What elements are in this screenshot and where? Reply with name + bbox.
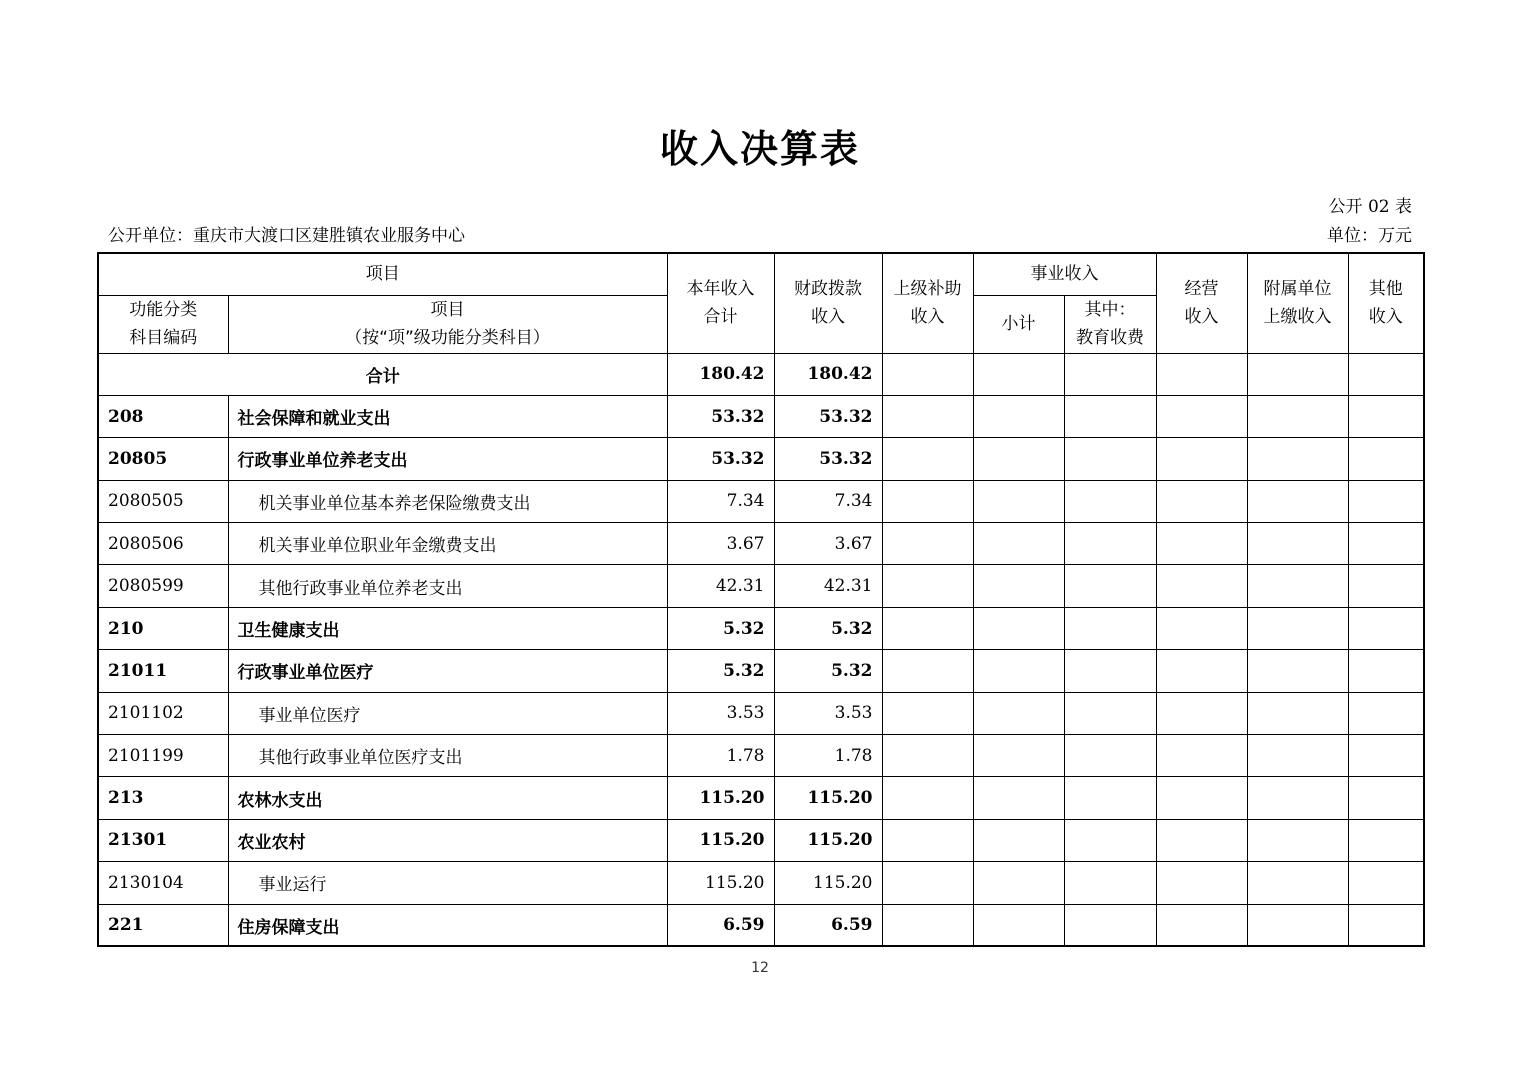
row-fiscal: 53.32 — [774, 395, 882, 437]
row-name: 农林水支出 — [228, 777, 667, 819]
row-code: 221 — [98, 904, 228, 946]
row-total: 3.67 — [667, 523, 774, 565]
reporting-unit: 公开单位：重庆市大渡口区建胜镇农业服务中心 — [108, 226, 465, 246]
row-name: 卫生健康支出 — [228, 607, 667, 649]
header-affiliated: 附属单位 上缴收入 — [1247, 253, 1348, 353]
table-row — [98, 607, 1424, 649]
row-total: 53.32 — [667, 438, 774, 480]
row-code: 21011 — [98, 650, 228, 692]
row-total: 3.53 — [667, 692, 774, 734]
row-name: 住房保障支出 — [228, 904, 667, 946]
header-total: 本年收入 合计 — [667, 253, 774, 353]
row-code: 2080505 — [98, 480, 228, 522]
row-fiscal: 7.34 — [774, 480, 882, 522]
row-fiscal: 3.53 — [774, 692, 882, 734]
row-fiscal: 53.32 — [774, 438, 882, 480]
row-name: 机关事业单位职业年金缴费支出 — [228, 523, 667, 565]
row-code: 2101199 — [98, 735, 228, 777]
row-total: 53.32 — [667, 395, 774, 437]
row-name: 行政事业单位医疗 — [228, 650, 667, 692]
row-fiscal: 42.31 — [774, 565, 882, 607]
table-row — [98, 565, 1424, 607]
row-fiscal: 6.59 — [774, 904, 882, 946]
row-total: 1.78 — [667, 735, 774, 777]
row-total: 5.32 — [667, 650, 774, 692]
row-name: 行政事业单位养老支出 — [228, 438, 667, 480]
row-code: 2101102 — [98, 692, 228, 734]
row-fiscal: 3.67 — [774, 523, 882, 565]
row-name: 农业农村 — [228, 819, 667, 861]
total-income: 180.42 — [667, 353, 774, 395]
row-total: 5.32 — [667, 607, 774, 649]
row-code: 2080506 — [98, 523, 228, 565]
header-fiscal: 财政拨款 收入 — [774, 253, 882, 353]
row-code: 20805 — [98, 438, 228, 480]
table-row — [98, 904, 1424, 946]
row-code: 2080599 — [98, 565, 228, 607]
table-row — [98, 650, 1424, 692]
table-row — [98, 819, 1424, 861]
row-total: 7.34 — [667, 480, 774, 522]
row-name: 其他行政事业单位养老支出 — [228, 565, 667, 607]
header-edu-fee: 其中： 教育收费 — [1064, 295, 1156, 353]
row-fiscal: 1.78 — [774, 735, 882, 777]
row-fiscal: 5.32 — [774, 650, 882, 692]
row-total: 115.20 — [667, 862, 774, 904]
total-fiscal: 180.42 — [774, 353, 882, 395]
header-other: 其他 收入 — [1348, 253, 1424, 353]
table-row — [98, 735, 1424, 777]
table-row — [98, 523, 1424, 565]
header-subsidy: 上级补助 收入 — [882, 253, 973, 353]
row-name: 事业单位医疗 — [228, 692, 667, 734]
row-code: 213 — [98, 777, 228, 819]
page-number: 12 — [751, 960, 769, 976]
header-project: 项目 — [98, 253, 667, 295]
row-code: 21301 — [98, 819, 228, 861]
table-row — [98, 862, 1424, 904]
row-name: 事业运行 — [228, 862, 667, 904]
table-row — [98, 777, 1424, 819]
total-row — [98, 353, 1424, 395]
row-fiscal: 115.20 — [774, 819, 882, 861]
income-table — [97, 252, 1425, 947]
row-name: 机关事业单位基本养老保险缴费支出 — [228, 480, 667, 522]
total-label: 合计 — [98, 353, 667, 395]
table-row — [98, 395, 1424, 437]
row-code: 208 — [98, 395, 228, 437]
table-row — [98, 438, 1424, 480]
row-total: 115.20 — [667, 777, 774, 819]
page-title: 收入决算表 — [659, 127, 860, 171]
row-name: 社会保障和就业支出 — [228, 395, 667, 437]
header-item: 项目 （按“项”级功能分类科目） — [228, 295, 667, 353]
row-total: 42.31 — [667, 565, 774, 607]
row-code: 210 — [98, 607, 228, 649]
header-business: 事业收入 — [973, 253, 1156, 295]
header-subtotal: 小计 — [973, 295, 1064, 353]
money-unit: 单位：万元 — [1327, 226, 1412, 246]
table-row — [98, 692, 1424, 734]
row-fiscal: 5.32 — [774, 607, 882, 649]
table-row — [98, 480, 1424, 522]
row-fiscal: 115.20 — [774, 862, 882, 904]
header-operating: 经营 收入 — [1156, 253, 1247, 353]
row-total: 6.59 — [667, 904, 774, 946]
form-number: 公开 02 表 — [1328, 197, 1412, 217]
row-name: 其他行政事业单位医疗支出 — [228, 735, 667, 777]
header-code: 功能分类 科目编码 — [98, 295, 228, 353]
row-code: 2130104 — [98, 862, 228, 904]
row-total: 115.20 — [667, 819, 774, 861]
row-fiscal: 115.20 — [774, 777, 882, 819]
